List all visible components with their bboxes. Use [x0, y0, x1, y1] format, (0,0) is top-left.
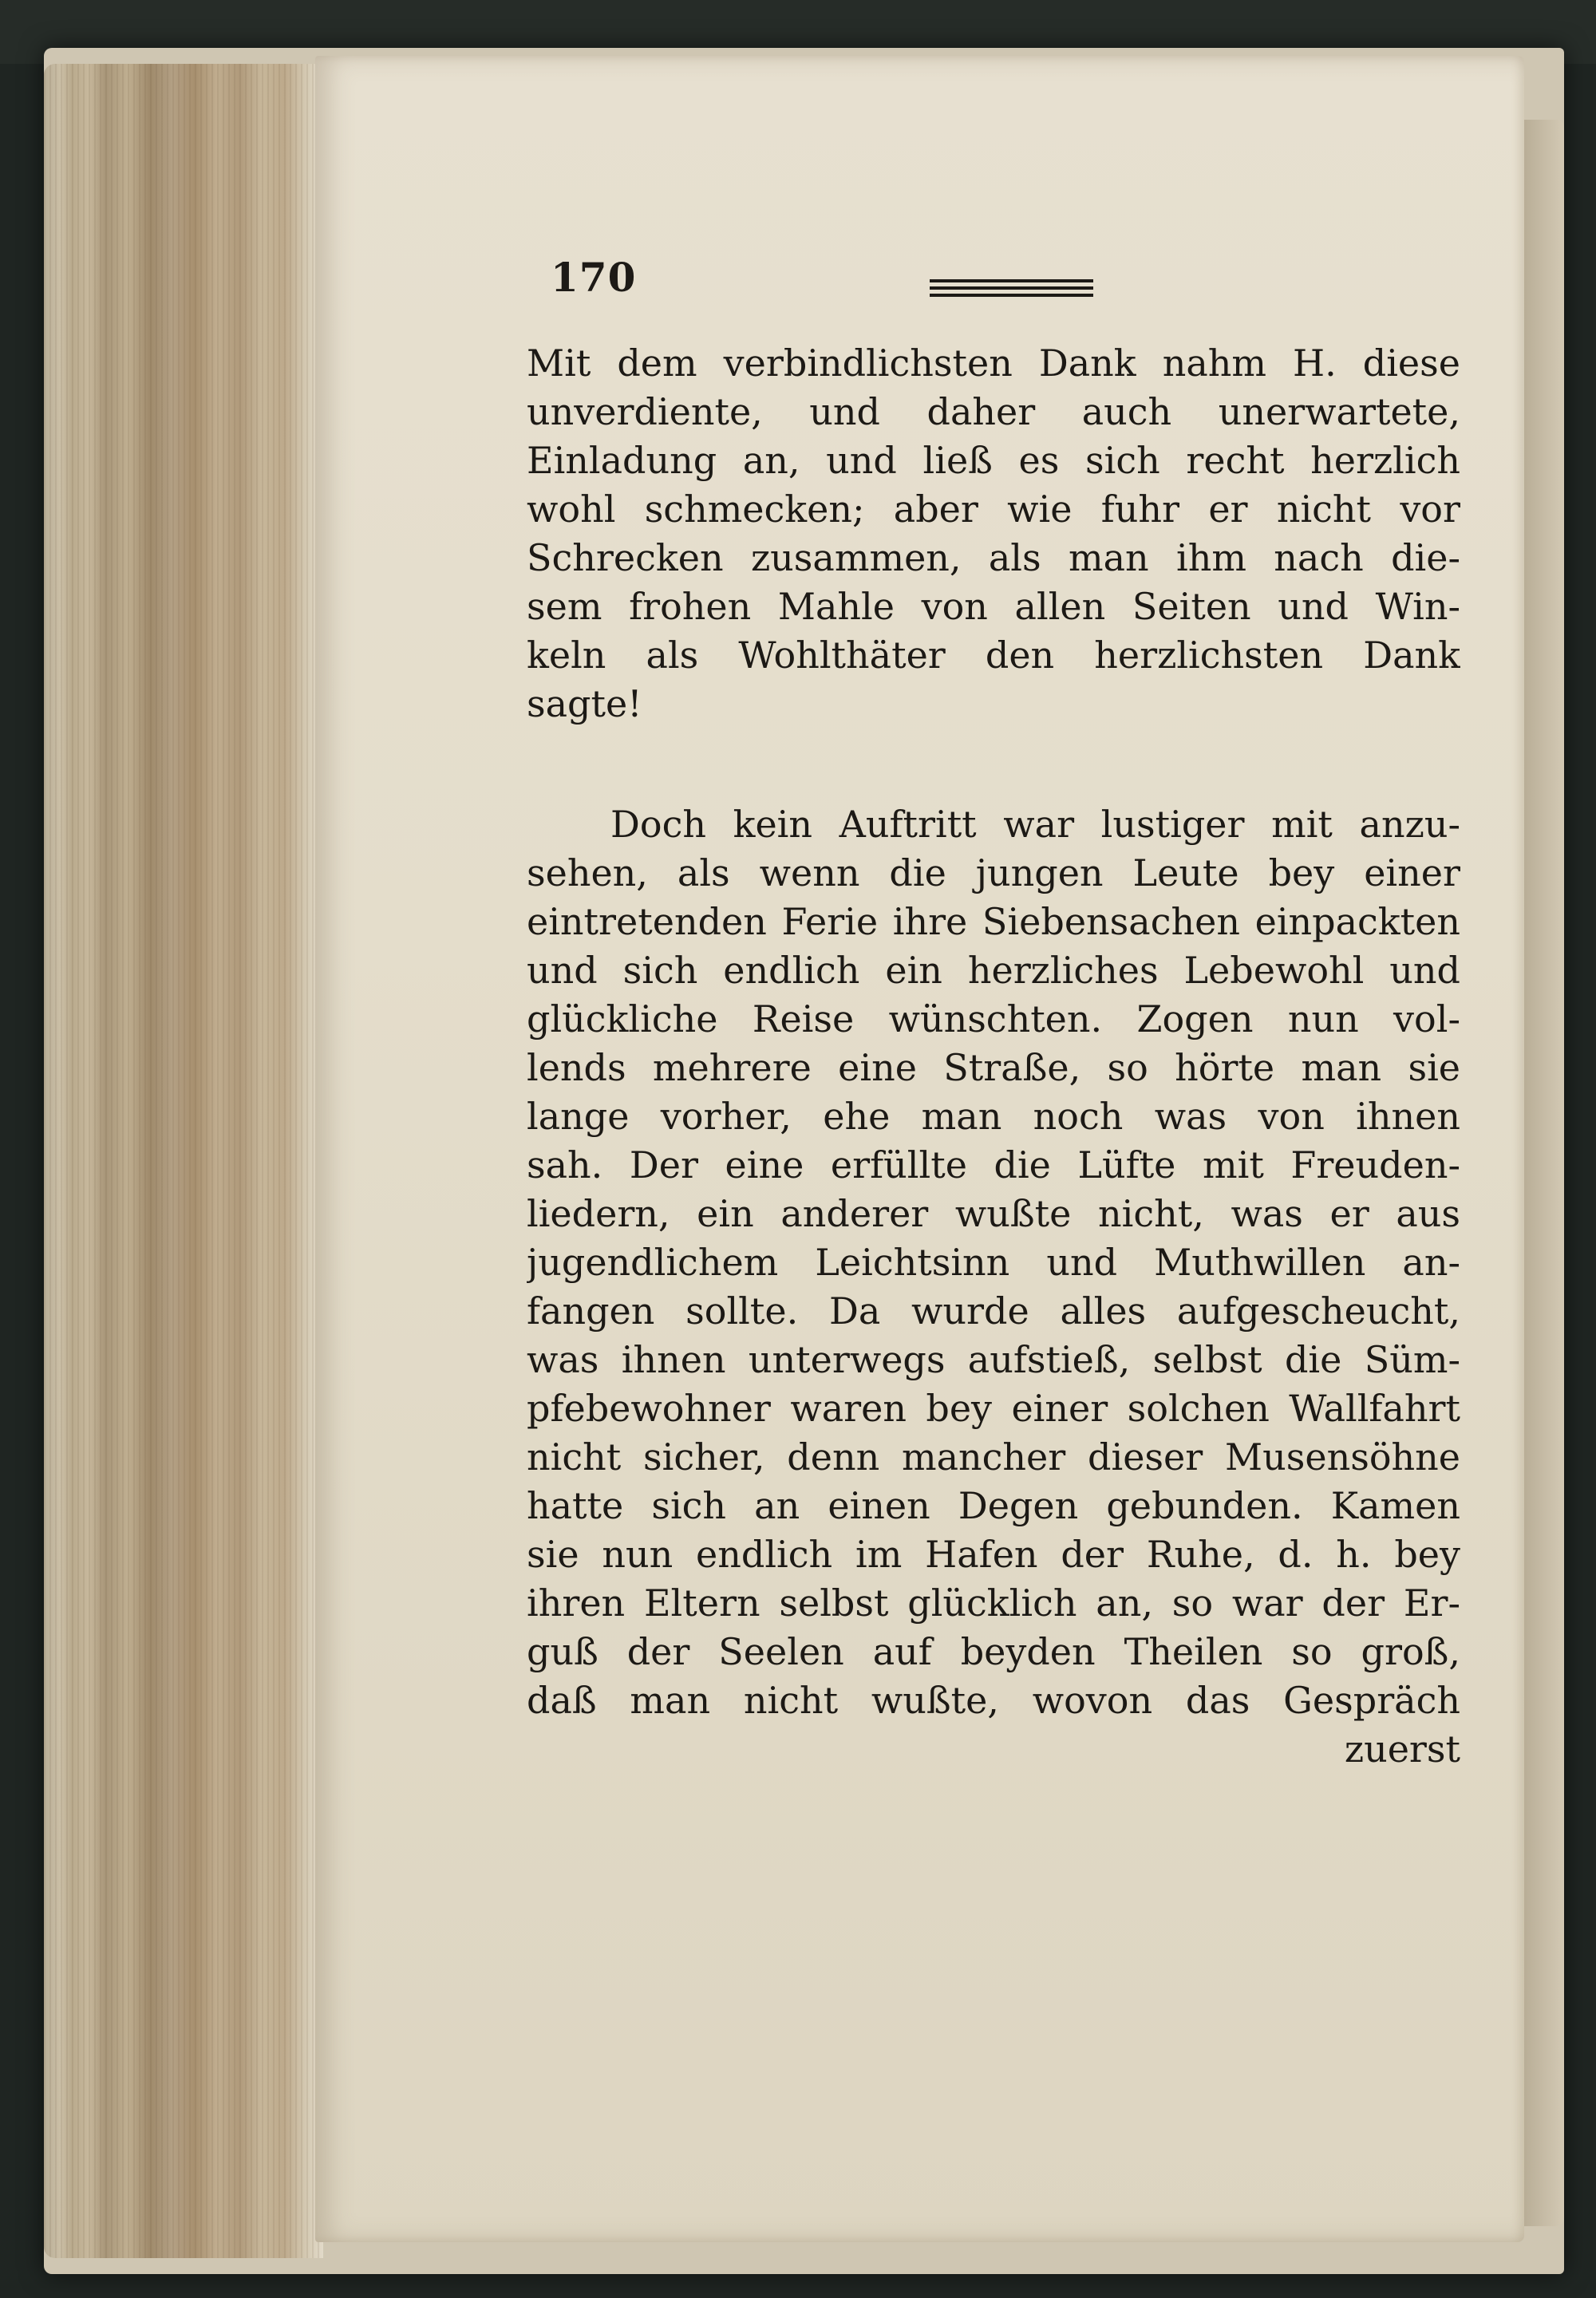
text-line: nicht sicher, denn mancher dieser Musensöhne — [527, 1435, 1460, 1479]
text-line: wohl schmecken; aber wie fuhr er nicht vor — [527, 488, 1460, 531]
text-line: unverdiente, und daher auch unerwartete, — [527, 390, 1460, 433]
right-page-edge — [1520, 120, 1564, 2226]
text-line: fangen sollte. Da wurde alles aufgescheucht, — [527, 1289, 1460, 1333]
paragraph-2 — [527, 800, 1460, 1774]
page-header — [551, 254, 1109, 302]
text-line: guß der Seelen auf beyden Theilen so groß, — [527, 1630, 1460, 1673]
header-rule — [930, 279, 1093, 297]
text-line: sem frohen Mahle von allen Seiten und Win- — [527, 585, 1460, 628]
text-line: daß man nicht wußte, wovon das Gespräch — [527, 1679, 1460, 1722]
text-line: lange vorher, ehe man noch was von ihnen — [527, 1095, 1460, 1138]
text-line: und sich endlich ein herzliches Lebewohl und — [527, 949, 1460, 992]
text-line: Mit dem verbindlichsten Dank nahm H. diese — [527, 342, 1460, 385]
text-line: Doch kein Auftritt war lustiger mit anzu- — [610, 803, 1460, 846]
text-line: eintretenden Ferie ihre Siebensachen einpackten — [527, 900, 1460, 943]
page-number: 170 — [551, 254, 637, 301]
text-line: Einladung an, und ließ es sich recht herzlich — [527, 439, 1460, 482]
text-line: sagte! — [527, 682, 642, 725]
text-line: jugendlichem Leichtsinn und Muthwillen an- — [527, 1241, 1460, 1284]
body-text — [527, 339, 1460, 1774]
text-line: was ihnen unterwegs aufstieß, selbst die Süm- — [527, 1338, 1460, 1381]
catchword: zuerst — [1344, 1727, 1460, 1771]
text-line: hatte sich an einen Degen gebunden. Kamen — [527, 1484, 1460, 1527]
text-line: glückliche Reise wünschten. Zogen nun vol- — [527, 997, 1460, 1040]
page-edges — [44, 64, 323, 2258]
text-line: sehen, als wenn die jungen Leute bey einer — [527, 851, 1460, 894]
paragraph-1 — [527, 339, 1460, 728]
text-line: lends mehrere eine Straße, so hörte man sie — [527, 1046, 1460, 1089]
text-line: pfebewohner waren bey einer solchen Wallfahrt — [527, 1387, 1460, 1430]
text-line: sie nun endlich im Hafen der Ruhe, d. h. bey — [527, 1533, 1460, 1576]
text-line: keln als Wohlthäter den herzlichsten Dank — [527, 634, 1460, 677]
text-line: Schrecken zusammen, als man ihm nach die- — [527, 536, 1460, 579]
text-line: liedern, ein anderer wußte nicht, was er aus — [527, 1192, 1460, 1235]
text-line: sah. Der eine erfüllte die Lüfte mit Freuden- — [527, 1143, 1460, 1187]
text-line: ihren Eltern selbst glücklich an, so war der Er- — [527, 1581, 1460, 1625]
